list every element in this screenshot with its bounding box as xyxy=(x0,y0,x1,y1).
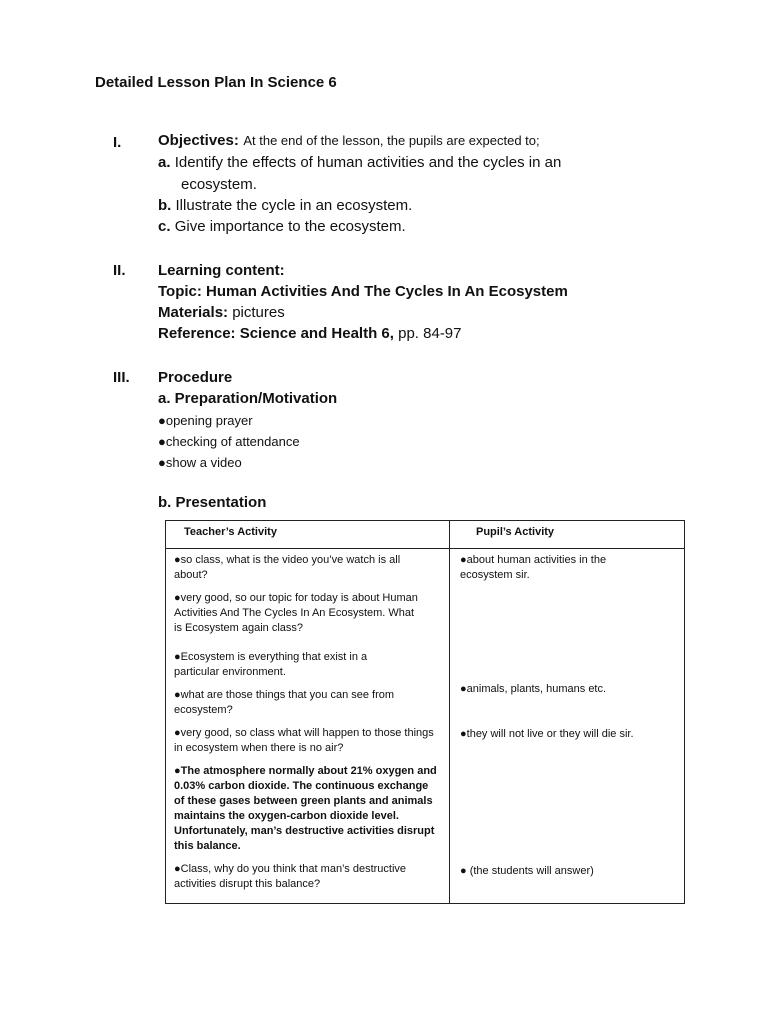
objective-text-a-cont: ecosystem. xyxy=(181,176,257,193)
objective-item-a xyxy=(158,154,561,171)
content-reference xyxy=(158,325,462,342)
pupil-line-1: ●about human activities in the ecosystem sir. xyxy=(460,554,607,581)
reference-value: pp. 84-97 xyxy=(398,325,462,342)
section-numeral-content: II. xyxy=(113,262,126,279)
procedure-bullet-2: ●checking of attendance xyxy=(158,434,300,449)
teacher-line-1: ●so class, what is the video you’ve watch is all about? xyxy=(174,554,401,581)
procedure-bullet-3: ●show a video xyxy=(158,455,242,470)
pupil-activity-cell xyxy=(450,549,685,904)
objective-letter-b: b. xyxy=(158,197,172,214)
teacher-line-7: ●Class, why do you think that man’s destructive activities disrupt this balance? xyxy=(174,863,407,890)
pupil-line-2: ●animals, plants, humans etc. xyxy=(460,683,607,695)
procedure-heading: Procedure xyxy=(158,369,233,386)
objective-letter-a: a. xyxy=(158,154,171,171)
document-title: Detailed Lesson Plan In Science 6 xyxy=(95,74,337,91)
section-numeral-procedure: III. xyxy=(113,369,130,386)
objective-item-c xyxy=(158,218,406,235)
materials-label: Materials: xyxy=(158,304,229,321)
teacher-line-6: ●The atmosphere normally about 21% oxygen and 0.03% carbon dioxide. The continuous exchange of these gases between green plants and animals maintains the oxygen-carbon dioxide level. Unfortunately, man’s destructive activities disrupt this balance. xyxy=(174,765,437,852)
objective-text-a: Identify the effects of human activities and the cycles in an xyxy=(174,154,562,171)
objectives-heading-line xyxy=(158,132,540,150)
objective-text-b: Illustrate the cycle in an ecosystem. xyxy=(175,197,413,214)
pupil-activity-header: Pupil’s Activity xyxy=(450,521,685,549)
objective-text-c: Give importance to the ecosystem. xyxy=(174,218,406,235)
procedure-sub-a: a. Preparation/Motivation xyxy=(158,390,338,407)
teacher-activity-cell xyxy=(166,549,450,904)
reference-label: Reference: Science and Health 6, xyxy=(158,325,394,342)
objectives-note: At the end of the lesson, the pupils are expected to; xyxy=(243,133,540,148)
activity-table xyxy=(165,520,685,904)
objectives-heading: Objectives: xyxy=(158,132,239,149)
section-numeral-objectives: I. xyxy=(113,134,122,151)
objective-letter-c: c. xyxy=(158,218,171,235)
table-header-row xyxy=(166,521,685,549)
content-heading: Learning content: xyxy=(158,262,285,279)
teacher-line-4: ●what are those things that you can see from ecosystem? xyxy=(174,689,395,716)
content-topic: Topic: Human Activities And The Cycles In An Ecosystem xyxy=(158,283,568,300)
pupil-line-4: ● (the students will answer) xyxy=(460,865,594,877)
materials-value: pictures xyxy=(232,304,285,321)
procedure-sub-b: b. Presentation xyxy=(158,494,267,511)
teacher-activity-header: Teacher’s Activity xyxy=(166,521,450,549)
pupil-line-3: ●they will not live or they will die sir. xyxy=(460,728,634,740)
teacher-line-2: ●very good, so our topic for today is about Human Activities And The Cycles In An Ecosystem. What is Ecosystem again class? xyxy=(174,592,418,634)
teacher-line-3: ●Ecosystem is everything that exist in a particular environment. xyxy=(174,651,368,678)
objective-item-b xyxy=(158,197,412,214)
teacher-line-5: ●very good, so class what will happen to those things in ecosystem when there is no air? xyxy=(174,727,434,754)
table-body-row xyxy=(166,549,685,904)
content-materials xyxy=(158,304,285,321)
procedure-bullet-1: ●opening prayer xyxy=(158,413,253,428)
